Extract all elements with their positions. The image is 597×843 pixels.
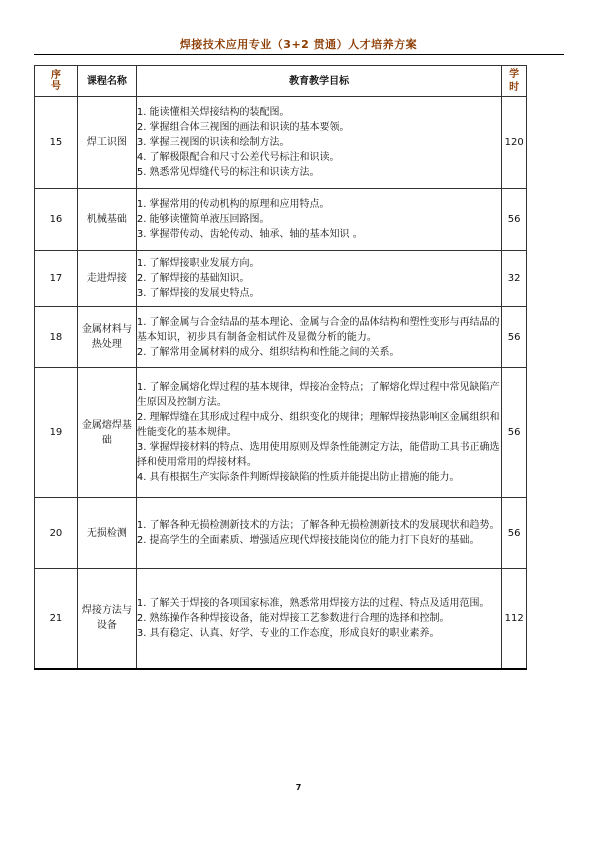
goal-item: 1. 了解各种无损检测新技术的方法；了解各种无损检测新技术的发展现状和趋势。 — [136, 520, 500, 531]
course-name: 走进焊接 — [77, 251, 136, 307]
column-header-no — [35, 66, 78, 97]
course-name: 金属材料与热处理 — [77, 307, 136, 368]
goal-item: 2. 掌握组合体三视图的画法和识读的基本要领。 — [136, 122, 350, 133]
table-row — [35, 368, 527, 498]
goal-item: 2. 理解焊缝在其形成过程中成分、组织变化的规律；理解焊接热影响区金属组织和性能变化的基本规律。 — [136, 412, 500, 438]
column-header-hours — [502, 66, 527, 97]
row-number: 15 — [35, 97, 78, 189]
column-header-no-label: 序 号 — [50, 70, 61, 92]
goal-item: 3. 了解焊接的发展史特点。 — [136, 288, 260, 299]
goal-item: 1. 掌握常用的传动机构的原理和应用特点。 — [136, 199, 330, 210]
goal-item: 1. 了解金属与合金结晶的基本理论、金属与合金的晶体结构和塑性变形与再结晶的基本知识，初步具有制备金相试件及显微分析的能力。 — [136, 316, 500, 343]
table-row — [35, 307, 527, 368]
table-row — [35, 251, 527, 307]
course-goals — [136, 368, 502, 498]
course-name: 机械基础 — [77, 189, 136, 251]
goal-item: 1. 了解焊接职业发展方向。 — [136, 258, 260, 269]
course-name: 焊接方法与设备 — [77, 569, 136, 669]
goal-item: 1. 能读懂相关焊接结构的装配图。 — [136, 107, 290, 118]
course-hours: 56 — [502, 368, 527, 498]
column-header-name: 课程名称 — [77, 66, 136, 97]
row-number: 20 — [35, 498, 78, 569]
goal-item: 1. 了解金属熔化焊过程的基本规律，焊接冶金特点；了解熔化焊过程中常见缺陷产生原因及控制方法。 — [136, 382, 500, 408]
table-row — [35, 97, 527, 189]
row-number: 16 — [35, 189, 78, 251]
goal-item: 3. 掌握焊接材料的特点、选用使用原则及焊条性能测定方法，能借助工具书正确选择和使用常用的焊接材料。 — [136, 442, 500, 468]
course-hours: 112 — [502, 569, 527, 669]
column-header-hours-label: 学 时 — [509, 69, 520, 93]
goal-item: 2. 了解焊接的基础知识。 — [136, 273, 250, 284]
course-name: 无损检测 — [77, 498, 136, 569]
header-divider — [34, 54, 564, 55]
course-goals — [136, 569, 502, 669]
course-goals — [136, 251, 502, 307]
course-goals — [136, 97, 502, 189]
course-hours: 56 — [502, 307, 527, 368]
course-hours: 56 — [502, 189, 527, 251]
goal-item: 4. 具有根据生产实际条件判断焊接缺陷的性质并能提出防止措施的能力。 — [136, 472, 460, 483]
table-row — [35, 569, 527, 669]
goal-item: 2. 能够读懂简单液压回路图。 — [136, 214, 270, 225]
course-hours: 120 — [502, 97, 527, 189]
document-title: 焊接技术应用专业（3+2 贯通）人才培养方案 — [179, 38, 418, 51]
goal-item: 2. 提高学生的全面素质、增强适应现代焊接技能岗位的能力打下良好的基础。 — [136, 535, 480, 546]
goal-item: 3. 掌握带传动、齿轮传动、轴承、轴的基本知识 。 — [136, 229, 363, 240]
column-header-goal: 教育教学目标 — [136, 66, 502, 97]
course-goals — [136, 189, 502, 251]
table-header-row — [35, 66, 527, 97]
page-number: 7 — [295, 783, 302, 792]
course-goals — [136, 307, 502, 368]
goal-item: 4. 了解极限配合和尺寸公差代号标注和识读。 — [136, 152, 340, 163]
row-number: 17 — [35, 251, 78, 307]
goal-item: 2. 熟练操作各种焊接设备，能对焊接工艺参数进行合理的选择和控制。 — [136, 612, 450, 624]
goal-item: 2. 了解常用金属材料的成分、组织结构和性能之间的关系。 — [136, 346, 400, 358]
row-number: 18 — [35, 307, 78, 368]
course-name: 焊工识图 — [77, 97, 136, 189]
goal-item: 3. 掌握三视图的识读和绘制方法。 — [136, 137, 290, 148]
course-table — [34, 65, 527, 670]
course-goals — [136, 498, 502, 569]
course-hours: 56 — [502, 498, 527, 569]
course-name: 金属熔焊基础 — [77, 368, 136, 498]
table-row — [35, 189, 527, 251]
table-row — [35, 498, 527, 569]
row-number: 21 — [35, 569, 78, 669]
goal-item: 3. 具有稳定、认真、好学、专业的工作态度，形成良好的职业素养。 — [136, 627, 440, 639]
row-number: 19 — [35, 368, 78, 498]
goal-item: 1. 了解关于焊接的各项国家标准，熟悉常用焊接方法的过程、特点及适用范围。 — [136, 597, 490, 609]
course-hours: 32 — [502, 251, 527, 307]
goal-item: 5. 熟悉常见焊缝代号的标注和识读方法。 — [136, 167, 320, 178]
